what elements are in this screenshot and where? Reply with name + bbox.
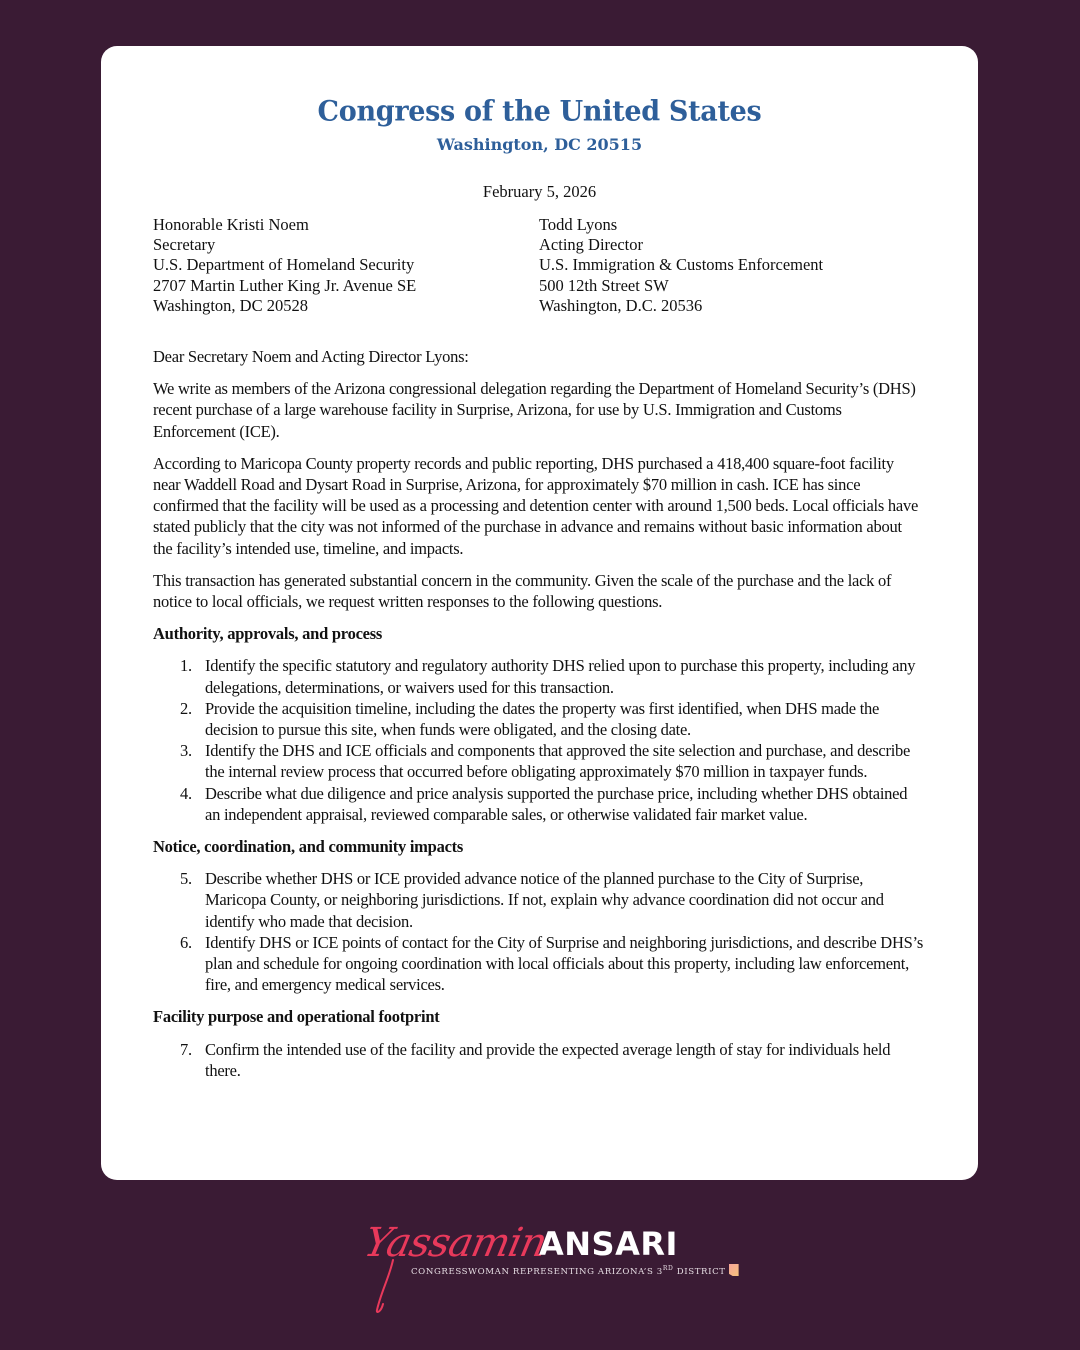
question-text: Describe whether DHS or ICE provided advance notice of the planned purchase to the City of Surprise, Maricopa County, or neighboring jurisdictions. If not, explain why advance coordination did not occur and identify who made that decision. bbox=[205, 869, 884, 931]
question-number: 2. bbox=[180, 698, 192, 718]
congresswoman-logo bbox=[360, 1218, 726, 1318]
recipient-address-lyons bbox=[539, 215, 823, 316]
question-text: Identify the specific statutory and regulatory authority DHS relied upon to purchase this property, including any delegations, determinations, or waivers used for this transaction. bbox=[205, 656, 916, 697]
question-list-notice bbox=[153, 868, 925, 995]
question-number: 6. bbox=[180, 932, 192, 952]
signature-first-name: Yassamin bbox=[360, 1220, 551, 1266]
question-number: 7. bbox=[180, 1039, 192, 1059]
address-line: Washington, DC 20528 bbox=[153, 295, 308, 315]
tagline-text-end: DISTRICT bbox=[673, 1267, 726, 1277]
arizona-state-icon bbox=[729, 1264, 739, 1276]
body-paragraph: This transaction has generated substantial concern in the community. Given the scale of the purchase and the lack of notice to local officials, we request written responses to the following questions. bbox=[153, 570, 892, 612]
address-line: Todd Lyons bbox=[539, 215, 618, 234]
letter-body bbox=[153, 346, 925, 1092]
letter-card bbox=[101, 46, 978, 1180]
address-line: U.S. Department of Homeland Security bbox=[153, 255, 415, 275]
logo-surname: ANSARI bbox=[539, 1225, 678, 1263]
question-item bbox=[153, 698, 925, 740]
address-line: Acting Director bbox=[539, 235, 644, 255]
letterhead-subtitle: Washington, DC 20515 bbox=[436, 135, 643, 154]
address-line: Washington, D.C. 20536 bbox=[539, 295, 703, 315]
recipient-address-noem bbox=[153, 215, 416, 316]
question-item bbox=[153, 868, 925, 932]
question-item bbox=[153, 932, 925, 996]
body-paragraph: We write as members of the Arizona congressional delegation regarding the Department of Homeland Security’s (DHS) recent purchase of a large warehouse facility in Surprise, Arizona, for use by U.S. Immigration and Customs Enforcement (ICE). bbox=[153, 379, 916, 441]
logo-tagline bbox=[411, 1264, 739, 1277]
question-item bbox=[153, 783, 925, 825]
question-text: Identify DHS or ICE points of contact for the City of Surprise and neighboring jurisdictions, and describe DHS’s plan and schedule for ongoing coordination with local officials about this property, including law enforcement, fire, and emergency medical services. bbox=[205, 932, 924, 995]
address-line: Secretary bbox=[153, 235, 216, 255]
letterhead bbox=[101, 94, 978, 156]
question-list-authority bbox=[153, 655, 925, 825]
address-line: 2707 Martin Luther King Jr. Avenue SE bbox=[153, 275, 417, 295]
question-text: Confirm the intended use of the facility and provide the expected average length of stay for individuals held there. bbox=[205, 1039, 891, 1080]
letterhead-title: Congress of the United States bbox=[317, 95, 762, 128]
question-item bbox=[153, 1039, 925, 1081]
question-number: 3. bbox=[180, 741, 192, 761]
question-number: 5. bbox=[180, 869, 192, 889]
section-heading-authority: Authority, approvals, and process bbox=[153, 624, 383, 644]
tagline-ordinal: RD bbox=[662, 1265, 674, 1273]
salutation: Dear Secretary Noem and Acting Director Lyons: bbox=[153, 347, 469, 366]
address-line: 500 12th Street SW bbox=[539, 275, 669, 295]
section-heading-facility: Facility purpose and operational footprint bbox=[153, 1007, 440, 1027]
address-line: Honorable Kristi Noem bbox=[153, 215, 309, 234]
section-heading-notice: Notice, coordination, and community impacts bbox=[153, 837, 464, 857]
question-text: Identify the DHS and ICE officials and components that approved the site selection and purchase, and describe the internal review process that occurred before obligating approximately $70 million in taxpayer funds. bbox=[205, 741, 911, 782]
question-number: 1. bbox=[180, 656, 192, 676]
tagline-text: CONGRESSWOMAN REPRESENTING ARIZONA’S 3 bbox=[411, 1267, 663, 1277]
question-list-facility bbox=[153, 1039, 925, 1081]
question-number: 4. bbox=[180, 783, 192, 803]
body-paragraph: According to Maricopa County property records and public reporting, DHS purchased a 418,400 square-foot facility near Waddell Road and Dysart Road in Surprise, Arizona, for approximately $70 million in cash. ICE has since confirmed that the facility will be used as a processing and detention center with around 1,500 beds. Local officials have stated publicly that the city was not informed of the purchase in advance and remains without basic information about the facility’s intended use, timeline, and impacts. bbox=[153, 453, 919, 558]
question-text: Provide the acquisition timeline, including the dates the property was first identified, when DHS made the decision to pursue this site, when funds were obligated, and the closing date. bbox=[205, 698, 880, 740]
question-item bbox=[153, 740, 925, 782]
letter-date: February 5, 2026 bbox=[482, 182, 597, 201]
question-item bbox=[153, 655, 925, 697]
address-line: U.S. Immigration & Customs Enforcement bbox=[539, 255, 824, 275]
question-text: Describe what due diligence and price analysis supported the purchase price, including whether DHS obtained an independent appraisal, reviewed comparable sales, or otherwise validated fair market value. bbox=[205, 783, 908, 824]
